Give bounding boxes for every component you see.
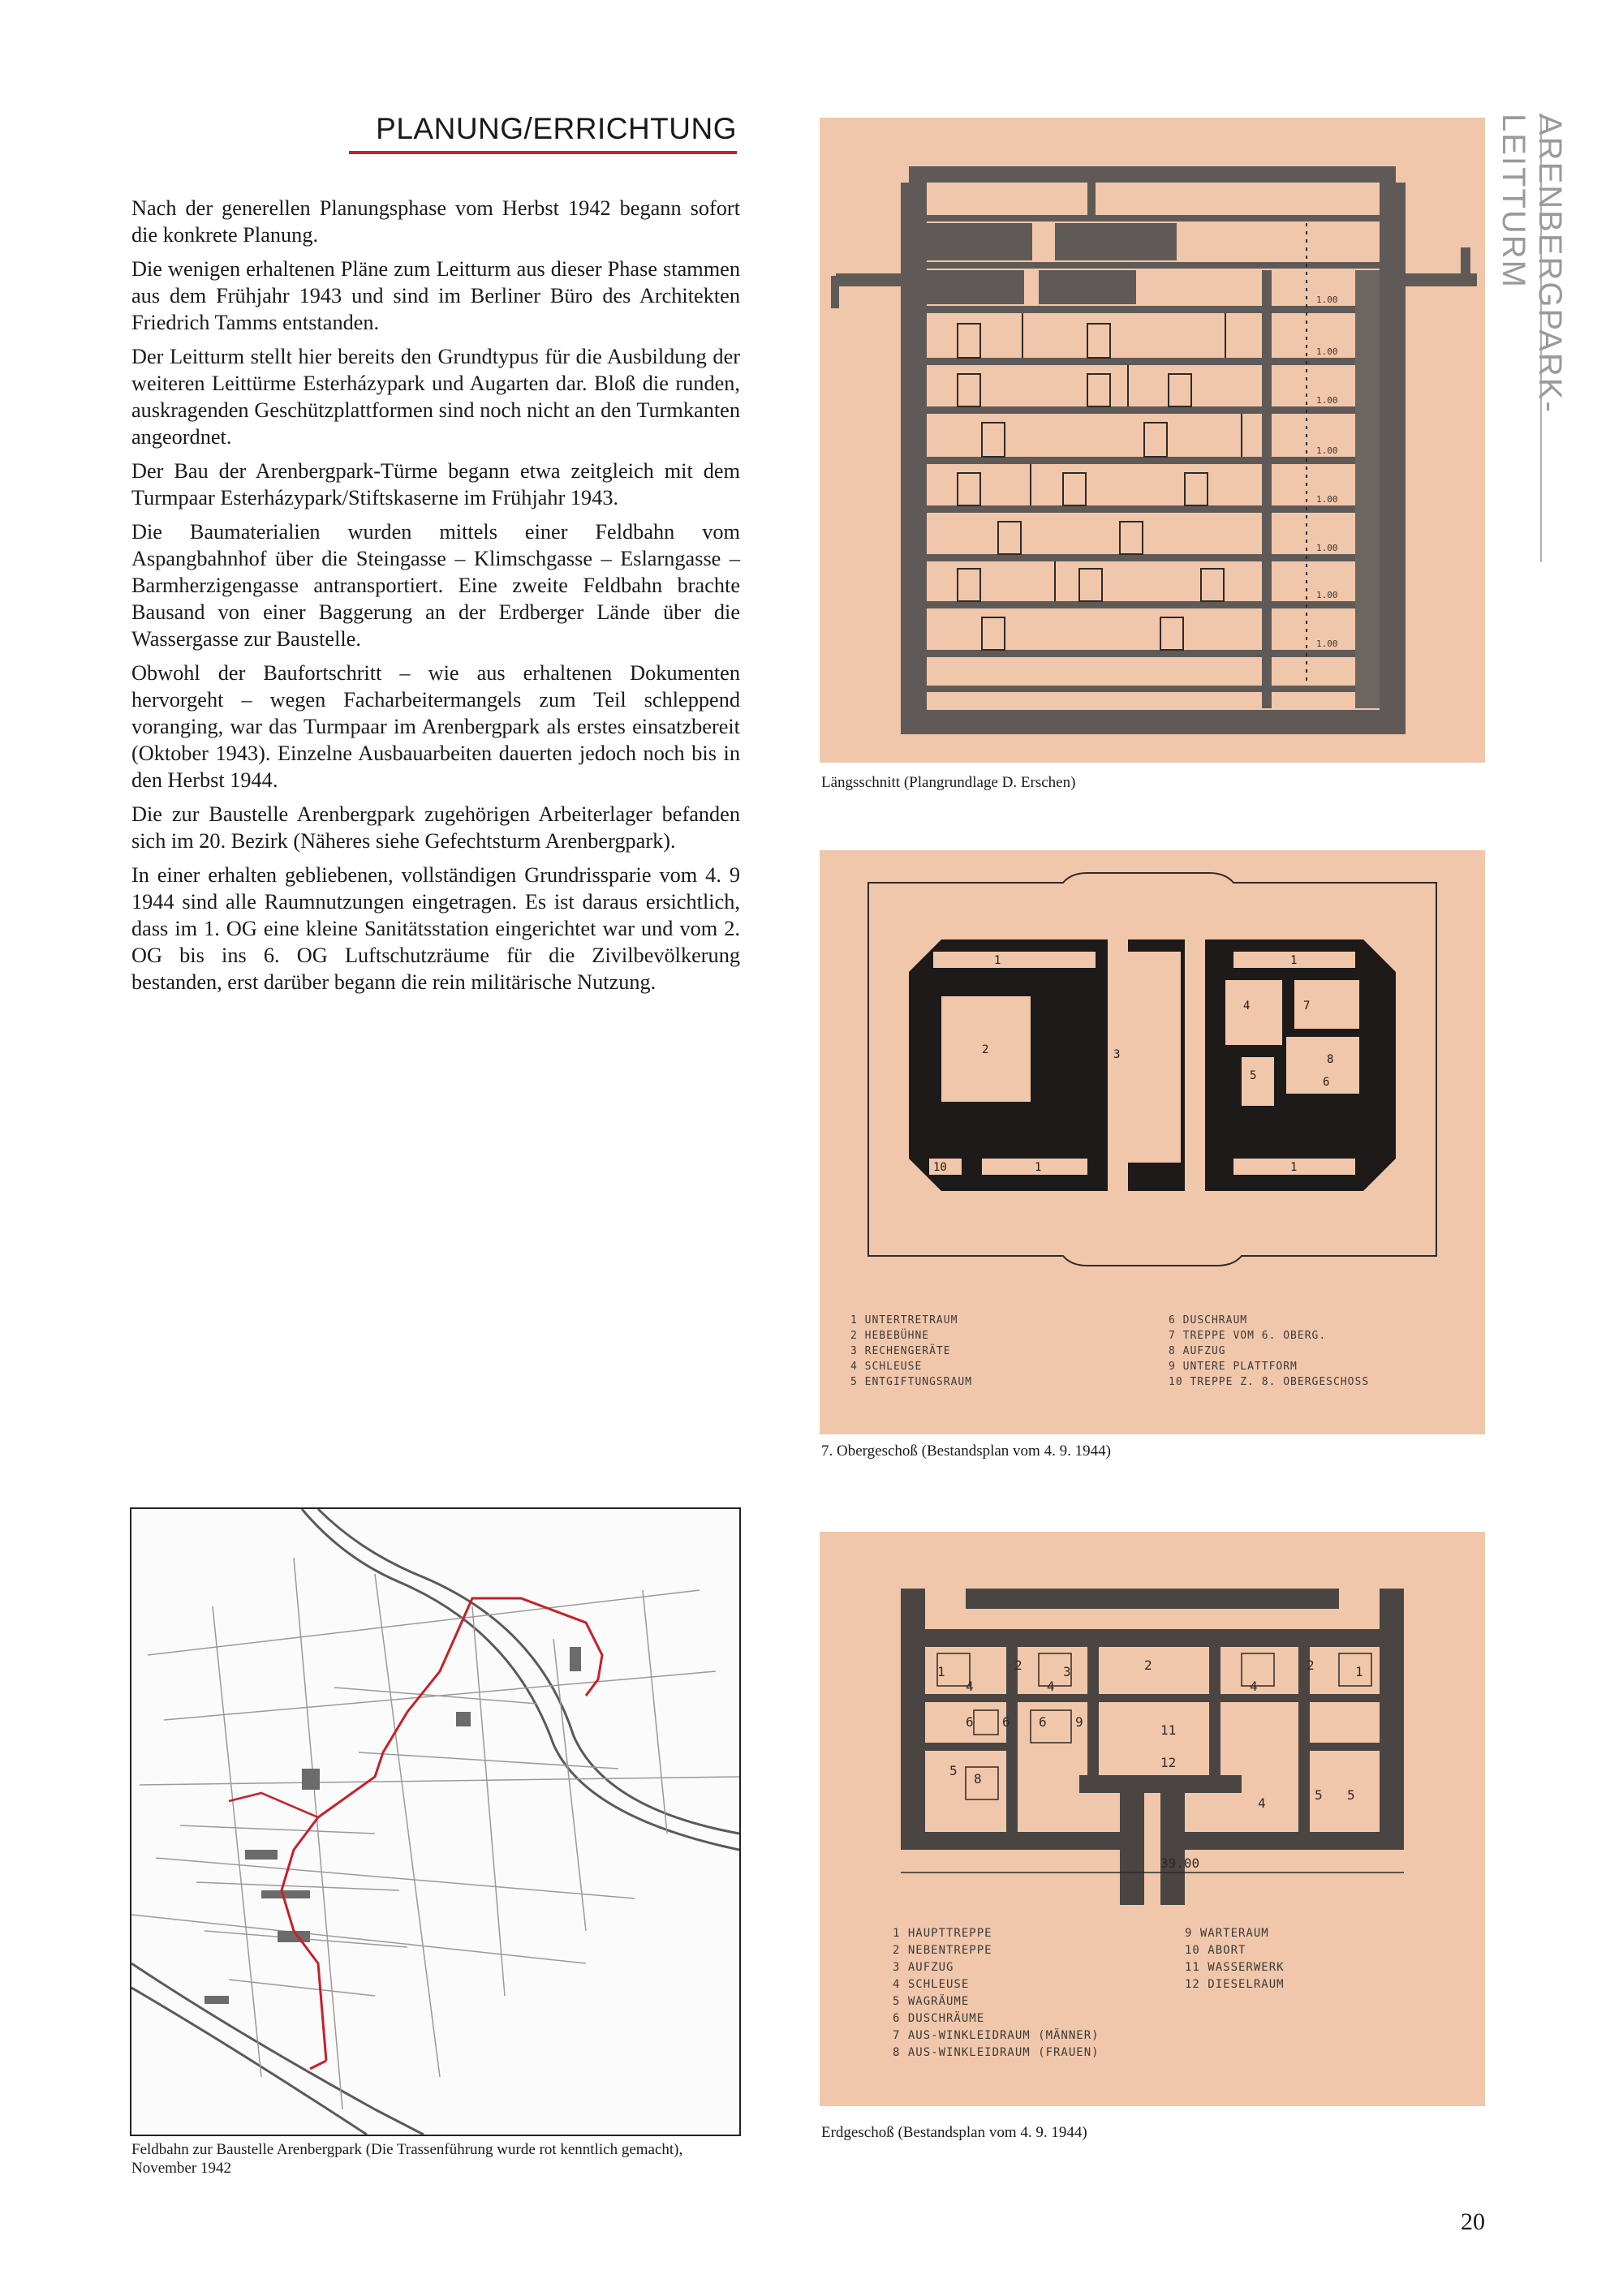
level-label: 1.00: [1316, 295, 1338, 305]
legend-item: 12 DIESELRAUM: [1185, 1978, 1285, 1991]
legend-item: 1 UNTERTRETRAUM: [850, 1314, 958, 1326]
room-number: 3: [1063, 1664, 1071, 1679]
legend-item: 3 AUFZUG: [893, 1961, 954, 1974]
legend-item: 8 AUS-WINKLEIDRAUM (FRAUEN): [893, 2046, 1100, 2059]
room-number: 1: [1290, 1161, 1298, 1174]
floor7-plan-figure: [820, 850, 1485, 1434]
room-number: 1: [1035, 1161, 1042, 1174]
room-number: 1: [937, 1664, 945, 1679]
room-number: 4: [1047, 1679, 1055, 1694]
ground-legend-left: [893, 1925, 1169, 2062]
map-drawing: [131, 1509, 739, 2135]
paragraph: Die Baumaterialien wurden mittels einer Feldbahn vom Aspangbahnhof über die Steingasse – Klimschgasse – Eslarngasse – Barmherzigengasse antransportiert. Eine zweite Feldbahn brachte Bausand von einer Baggerung an der Erdberger Lände über die Wassergasse zur Baustelle.: [131, 520, 740, 651]
legend-item: 8 AUFZUG: [1169, 1345, 1226, 1357]
section-drawing-figure: [820, 118, 1485, 763]
room-number: 2: [1144, 1658, 1152, 1673]
ground-caption: Erdgeschoß (Bestandsplan vom 4. 9. 1944): [821, 2124, 1087, 2141]
room-number: 9: [1075, 1714, 1083, 1730]
legend-item: 5 ENTGIFTUNGSRAUM: [850, 1376, 973, 1388]
map-figure: [130, 1507, 741, 2136]
legend-item: 7 TREPPE VOM 6. OBERG.: [1169, 1330, 1327, 1342]
level-label: 1.00: [1316, 395, 1338, 406]
level-label: 1.00: [1316, 346, 1338, 357]
room-number: 6: [1323, 1076, 1330, 1089]
section-title: PLANUNG/ERRICHTUNG: [349, 112, 737, 154]
floor7-caption: 7. Obergeschoß (Bestandsplan vom 4. 9. 1944): [821, 1443, 1111, 1460]
level-label: 1.00: [1316, 494, 1338, 505]
paragraph: Der Leitturm stellt hier bereits den Grundtypus für die Ausbildung der weiteren Leittürme Esterházypark und Augarten dar. Bloß die runden, auskragenden Geschützplattformen sind noch nicht an den Turmkanten angeordnet.: [131, 345, 740, 449]
legend-item: 2 HEBEBÜHNE: [850, 1330, 930, 1342]
paragraph: Der Bau der Arenbergpark-Türme begann etwa zeitgleich mit dem Turmpaar Esterházypark/Stiftskaserne im Frühjahr 1943.: [131, 459, 740, 510]
legend-item: 6 DUSCHRÄUME: [893, 2012, 985, 2025]
level-label: 1.00: [1316, 638, 1338, 649]
legend-item: 9 UNTERE PLATTFORM: [1169, 1361, 1298, 1373]
floor7-legend-left: [850, 1313, 1143, 1390]
room-number: 10: [933, 1161, 947, 1174]
room-number: 5: [1315, 1787, 1323, 1803]
section-caption: Längsschnitt (Plangrundlage D. Erschen): [821, 774, 1076, 791]
paragraph: Nach der generellen Planungsphase vom Herbst 1942 begann sofort die konkrete Planung.: [131, 196, 740, 247]
paragraph: Die wenigen erhaltenen Pläne zum Leitturm aus dieser Phase stammen aus dem Frühjahr 1943 und sind im Berliner Büro des Architekten Friedrich Tamms entstanden.: [131, 257, 740, 334]
room-number: 5: [1347, 1787, 1355, 1803]
side-title: ARENBERGPARK-LEITTURM: [1496, 114, 1568, 414]
room-number: 7: [1303, 1000, 1311, 1013]
legend-item: 3 RECHENGERÄTE: [850, 1345, 951, 1357]
room-number: 5: [1250, 1069, 1257, 1082]
room-number: 12: [1160, 1755, 1177, 1770]
legend-item: 7 AUS-WINKLEIDRAUM (MÄNNER): [893, 2029, 1100, 2042]
room-number: 8: [1327, 1053, 1334, 1066]
level-label: 1.00: [1316, 543, 1338, 553]
room-number: 2: [1307, 1658, 1315, 1673]
legend-item: 10 TREPPE Z. 8. OBERGESCHOSS: [1169, 1376, 1370, 1388]
paragraph: Die zur Baustelle Arenbergpark zugehörigen Arbeiterlager befanden sich im 20. Bezirk (Näheres siehe Gefechtsturm Arenbergpark).: [131, 802, 740, 853]
legend-item: 6 DUSCHRAUM: [1169, 1314, 1248, 1326]
legend-item: 4 SCHLEUSE: [850, 1361, 923, 1373]
legend-item: 4 SCHLEUSE: [893, 1978, 970, 1991]
page-number: 20: [1461, 2208, 1485, 2235]
room-number: 5: [949, 1763, 958, 1778]
legend-item: 5 WAGRÄUME: [893, 1995, 970, 2008]
room-number: 6: [966, 1714, 974, 1730]
paragraph: Obwohl der Baufortschritt – wie aus erhaltenen Dokumenten hervorgeht – wegen Facharbeitermangels zum Teil schleppend voranging, war das Turmpaar im Arenbergpark als erstes einsatzbereit (Oktober 1943). Einzelne Ausbauarbeiten dauerten jedoch noch bis in den Herbst 1944.: [131, 661, 740, 792]
body-text: [131, 195, 740, 1003]
room-number: 4: [1250, 1679, 1258, 1694]
legend-item: 9 WARTERAUM: [1185, 1927, 1269, 1940]
ground-plan-figure: [820, 1532, 1485, 2106]
room-number: 2: [982, 1043, 989, 1056]
floor7-legend-right: [1169, 1313, 1477, 1390]
legend-item: 2 NEBENTREPPE: [893, 1944, 992, 1957]
room-number: 4: [1243, 1000, 1251, 1013]
legend-item: 1 HAUPTTREPPE: [893, 1927, 992, 1940]
ground-legend-right: [1185, 1925, 1428, 1993]
section-drawing: [820, 118, 1485, 763]
room-number: 4: [1258, 1795, 1266, 1811]
level-label: 1.00: [1316, 445, 1338, 456]
legend-item: 11 WASSERWERK: [1185, 1961, 1285, 1974]
legend-item: 10 ABORT: [1185, 1944, 1246, 1957]
room-number: 3: [1113, 1048, 1121, 1061]
dimension-label: 39.00: [1160, 1855, 1200, 1871]
room-number: 2: [1014, 1658, 1022, 1673]
room-number: 4: [966, 1679, 974, 1694]
room-number: 1: [994, 954, 1001, 967]
map-caption: Feldbahn zur Baustelle Arenbergpark (Die Trassenführung wurde rot kenntlich gemacht), November 1942: [131, 2141, 683, 2177]
room-number: 1: [1355, 1664, 1363, 1679]
paragraph: In einer erhalten gebliebenen, vollständigen Grundrissparie vom 4. 9 1944 sind alle Raumnutzungen eingetragen. Es ist daraus ersichtlich, dass im 1. OG eine kleine Sanitätsstation eingerichtet war und vom 2. OG bis ins 6. OG Luftschutzräume für die Zivilbevölkerung bestanden, erst darüber begann die rein militärische Nutzung.: [131, 863, 740, 994]
room-number: 6: [1039, 1714, 1047, 1730]
room-number: 6: [1002, 1714, 1010, 1730]
level-label: 1.00: [1316, 590, 1338, 600]
ground-plan: [820, 1532, 1485, 1921]
room-number: 1: [1290, 954, 1298, 967]
room-number: 11: [1160, 1722, 1177, 1738]
floor7-plan: [820, 850, 1485, 1305]
room-number: 8: [974, 1771, 982, 1786]
